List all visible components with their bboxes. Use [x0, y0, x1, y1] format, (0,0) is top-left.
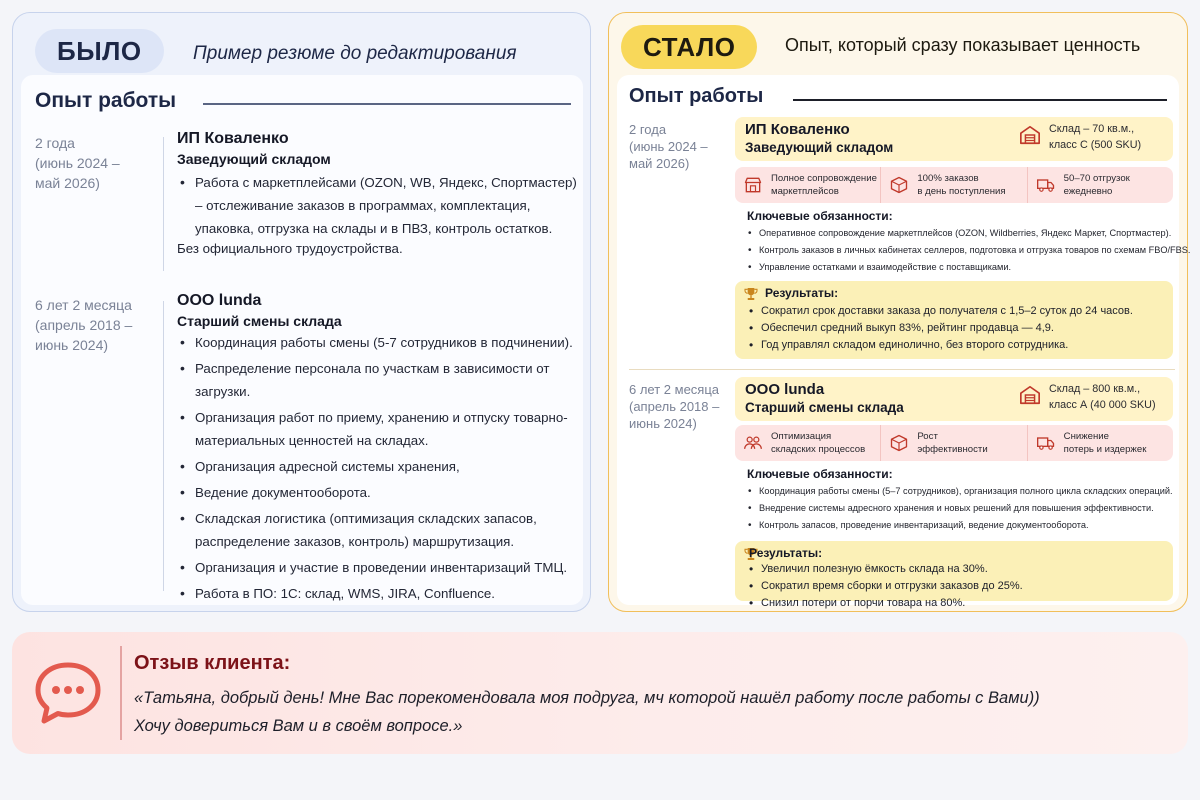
list-item: • Сократил время сборки и отгрузки заказов до 25%. [747, 578, 1023, 595]
after-job-1-header [735, 117, 1173, 161]
after-job-1-role: Заведующий складом [745, 140, 894, 155]
before-job-1-duration: 2 года (июнь 2024 – май 2026) [35, 135, 120, 191]
after-job-1-results [735, 281, 1173, 359]
chat-bubble-icon [34, 660, 102, 726]
trophy-icon [743, 286, 759, 302]
after-job-1-duties-title: Ключевые обязанности: [747, 209, 893, 223]
after-job-2-duration: 6 лет 2 месяца (апрель 2018 – июнь 2024) [629, 382, 720, 431]
list-item: • Работа с маркетплейсами (OZON, WB, Яндекс, Спортмастер) – отслеживание заказов в программах, комплектация, упаковка, отгрузка на склады и в ПВЗ, контроль остатков. [177, 171, 577, 240]
after-section-rule [793, 99, 1167, 101]
list-item: • Контроль запасов, проведение инвентаризаций, ведение документооборота. [747, 517, 1173, 534]
feedback-line-2: Хочу довериться Вам и в своём вопросе.» [134, 717, 463, 735]
list-item: • Организация работ по приему, хранению и отпуску товарно-материальных ценностей на складах. [177, 406, 583, 452]
box-icon [889, 175, 909, 195]
warehouse-icon [1019, 124, 1041, 146]
before-job-1-role: Заведующий складом [177, 151, 331, 167]
after-job-2-role: Старший смены склада [745, 400, 904, 415]
feedback-separator [120, 646, 122, 740]
after-resume-card [617, 75, 1191, 609]
after-job-1-metrics [735, 167, 1173, 203]
metric-optimization: Оптимизация складских процессов [735, 425, 880, 461]
after-job-1-results-list [747, 303, 1133, 354]
list-item: • Распределение персонала по участкам в зависимости от загрузки. [177, 357, 583, 403]
before-job-1-company: ИП Коваленко [177, 130, 289, 147]
people-icon [743, 433, 763, 453]
before-resume-card [21, 75, 583, 605]
before-job-2-bullets [177, 331, 583, 608]
after-job-2-header [735, 377, 1173, 421]
before-section-rule [203, 103, 571, 105]
list-item: • Организация и участие в проведении инвентаризаций ТМЦ. [177, 556, 583, 579]
after-job-1-warehouse: Склад – 70 кв.м., класс С (500 SKU) [1049, 123, 1142, 151]
feedback-text [134, 684, 1164, 740]
warehouse-icon [1019, 384, 1041, 406]
before-job-2-header [177, 291, 342, 331]
after-job-2-results [735, 541, 1173, 609]
after-job-2-results-list [747, 561, 1023, 612]
before-panel [12, 12, 591, 612]
before-subtitle: Пример резюме до редактирования [193, 43, 517, 64]
after-job-2-metrics [735, 425, 1173, 461]
feedback-title: Отзыв клиента: [134, 652, 291, 674]
before-badge: БЫЛО [35, 29, 164, 73]
after-job-2-results-title: Результаты: [749, 546, 823, 560]
after-job-divider [629, 369, 1175, 370]
client-feedback [12, 632, 1188, 754]
after-job-2-duties [747, 483, 1173, 534]
list-item: • Увеличил полезную ёмкость склада на 30%. [747, 561, 1023, 578]
after-job-2-warehouse: Склад – 800 кв.м., класс А (40 000 SKU) [1049, 383, 1156, 411]
before-job-1-bullets [177, 171, 577, 240]
after-job-1-duties [747, 225, 1190, 276]
shop-icon [743, 175, 763, 195]
list-item: • Год управлял складом единолично, без второго сотрудника. [747, 337, 1133, 354]
truck-icon [1036, 433, 1056, 453]
before-job-2-company: ООО lunda [177, 292, 262, 309]
list-item: • Сократил срок доставки заказа до получателя с 1,5–2 суток до 24 часов. [747, 303, 1133, 320]
list-item: • Координация работы смены (5-7 сотрудников в подчинении). [177, 331, 583, 354]
before-job-2-duration: 6 лет 2 месяца (апрель 2018 – июнь 2024) [35, 297, 133, 353]
list-item: • Оперативное сопровождение маркетплейсов (OZON, Wildberries, Яндекс Маркет, Спортмастер). [747, 225, 1190, 242]
before-job-2-timeline [163, 301, 164, 591]
after-job-1-duration: 2 года (июнь 2024 – май 2026) [629, 122, 708, 171]
after-section-title: Опыт работы [629, 85, 764, 107]
list-item: • Работа в ПО: 1С: склад, WMS, JIRA, Confluence. [177, 582, 583, 605]
before-job-1-note: Без официального трудоустройства. [177, 241, 403, 256]
metric-losses: Снижение потерь и издержек [1027, 425, 1173, 461]
metric-efficiency: Рост эффективности [880, 425, 1026, 461]
before-job-2-role: Старший смены склада [177, 313, 342, 329]
after-panel [608, 12, 1191, 612]
feedback-line-1: «Татьяна, добрый день! Мне Вас порекомендовала моя подруга, мч которой нашёл работу после работы с Вами)) [134, 689, 1040, 707]
truck-icon [1036, 175, 1056, 195]
before-header [23, 21, 583, 79]
metric-orders: 100% заказов в день поступления [880, 167, 1026, 203]
list-item: • Снизил потери от порчи товара на 80%. [747, 595, 1023, 612]
box-icon [889, 433, 909, 453]
metric-marketplaces: Полное сопровождение маркетплейсов [735, 167, 880, 203]
before-job-1-timeline [163, 137, 164, 271]
list-item: • Управление остатками и взаимодействие с поставщиками. [747, 259, 1190, 276]
after-job-2-company: ООО lunda [745, 381, 825, 398]
after-job-2-duties-title: Ключевые обязанности: [747, 467, 893, 481]
after-job-1-company: ИП Коваленко [745, 121, 850, 138]
list-item: • Обеспечил средний выкуп 83%, рейтинг продавца — 4,9. [747, 320, 1133, 337]
list-item: • Ведение документооборота. [177, 481, 583, 504]
before-job-1-header [177, 129, 331, 169]
list-item: • Складская логистика (оптимизация складских запасов, распределение заказов, контроль) маршрутизация. [177, 507, 583, 553]
list-item: • Координация работы смены (5–7 сотрудников), организация полного цикла складских операций. [747, 483, 1173, 500]
list-item: • Внедрение системы адресного хранения и новых решений для повышения эффективности. [747, 500, 1173, 517]
after-subtitle: Опыт, который сразу показывает ценность [785, 35, 1141, 55]
list-item: • Контроль заказов в личных кабинетах селлеров, подготовка и отгрузка товаров по схемам FBO/FBS. [747, 242, 1190, 259]
after-job-1-results-title: Результаты: [765, 286, 839, 300]
list-item: • Организация адресной системы хранения, [177, 455, 583, 478]
metric-shipments: 50–70 отгрузок ежедневно [1027, 167, 1173, 203]
after-badge: СТАЛО [621, 25, 757, 69]
before-section-title: Опыт работы [35, 89, 177, 112]
